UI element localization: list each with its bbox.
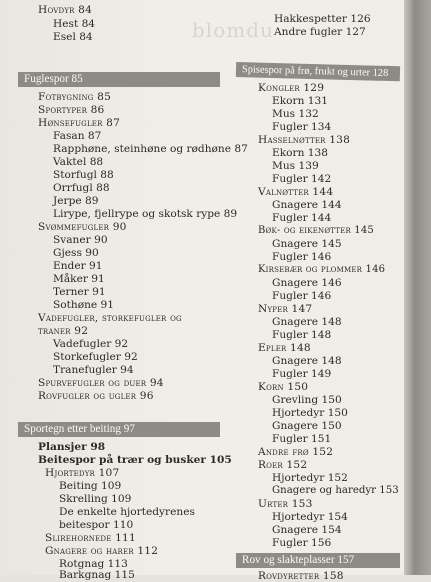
toc-entry: Ekorn 138 [272,147,329,159]
toc-entry: Gnagere 145 [272,238,342,250]
toc-entry: Hjortedyr 154 [272,511,348,523]
toc-entry: Hest 84 [53,18,96,30]
toc-entry: Epler 148 [258,342,311,354]
toc-entry: Gnagere 146 [272,277,342,289]
section-header-fuglespor: Fuglespor 85 [18,72,220,87]
toc-entry: Lirype, fjellrype og skotsk rype 89 [53,208,238,220]
toc-entry: Storfugl 88 [53,169,114,181]
toc-entry: traner 92 [38,325,89,337]
toc-entry: Andre frø 152 [258,446,334,458]
toc-entry: Bøk- og eikenøtter 145 [258,225,374,236]
toc-entry: Nyper 147 [258,303,313,315]
toc-entry: Roer 152 [258,459,308,471]
toc-entry: Andre fugler 127 [274,26,366,38]
toc-entry: Fugler 144 [272,212,332,224]
watermark-text: blomdu [192,18,274,42]
toc-entry: Svømmefugler 90 [38,221,127,233]
toc-entry: Rovdyretter 158 [258,570,344,582]
toc-entry: Hakkespetter 126 [274,13,371,25]
toc-entry: Fotbygning 85 [38,91,112,103]
toc-entry: Beitespor på trær og busker 105 [38,454,232,466]
toc-entry: Fasan 87 [53,130,102,142]
toc-entry: Gnagere 150 [272,420,342,432]
toc-entry: Valnøtter 144 [258,186,334,198]
toc-entry: Mus 132 [272,108,319,120]
toc-entry: Fugler 149 [272,368,332,380]
toc-entry: Hovdyr 84 [38,4,93,16]
toc-entry: Spurvefugler og duer 94 [38,377,164,389]
toc-entry: Sportyper 86 [38,104,105,116]
toc-entry: Urter 153 [258,498,313,510]
toc-entry: Sothøne 91 [53,299,115,311]
toc-entry: Gnagere og harer 112 [45,545,159,557]
toc-entry: Rotgnag 113 [59,558,128,570]
toc-entry: Gnagere 154 [272,524,342,536]
toc-entry: Vaktel 88 [53,156,104,168]
toc-entry: Korn 150 [258,381,309,393]
toc-entry: Gnagere 148 [272,355,342,367]
toc-entry: Fugler 151 [272,433,332,445]
section-header-rov: Rov og slakteplasser 157 [236,553,400,568]
toc-entry: Vadefugler, storkefugler og [38,312,182,324]
toc-entry: Hjortedyr 152 [272,472,348,484]
toc-entry: Hasselnøtter 138 [258,134,351,146]
toc-entry: Gnagere 144 [272,199,342,211]
toc-entry: Vadefugler 92 [53,338,129,350]
toc-entry: Barkgnag 115 [59,569,135,581]
toc-entry: Måker 91 [53,273,105,285]
toc-entry: Gjess 90 [53,247,99,259]
toc-entry: Fugler 134 [272,121,332,133]
toc-entry: Fugler 142 [272,173,332,185]
toc-entry: Hjortedyr 107 [45,467,120,479]
section-header-spisespor: Spisespor på frø, frukt og urter 128 [236,62,400,81]
toc-entry: Tranefugler 94 [53,364,134,376]
toc-entry: Beiting 109 [59,480,122,492]
toc-entry: Esel 84 [53,31,93,43]
toc-entry: Ender 91 [53,260,103,272]
toc-entry: Mus 139 [272,160,319,172]
toc-entry: Rapphøne, steinhøne og rødhøne 87 [53,143,248,155]
toc-entry: Kirsebær og plommer 146 [258,264,386,275]
toc-entry: Gnagere 148 [272,316,342,328]
toc-entry: De enkelte hjortedyrenes [59,506,195,518]
toc-entry: beitespor 110 [59,519,134,531]
toc-entry: Skrelling 109 [59,493,132,505]
toc-entry: Jerpe 89 [53,195,99,207]
toc-entry: Slirehornede 111 [45,532,136,544]
toc-entry: Fugler 148 [272,329,332,341]
toc-entry: Gnagere og haredyr 153 [272,485,399,496]
toc-entry: Plansjer 98 [38,441,106,453]
toc-entry: Fugler 146 [272,251,332,263]
toc-entry: Storkefugler 92 [53,351,138,363]
toc-entry: Ekorn 131 [272,95,329,107]
toc-entry: Svaner 90 [53,234,108,246]
toc-entry: Grevling 150 [272,394,342,406]
toc-entry: Hjortedyr 150 [272,407,348,419]
toc-entry: Hønsefugler 87 [38,117,121,129]
toc-entry: Fugler 146 [272,290,332,302]
toc-entry: Fugler 156 [272,537,332,549]
section-header-sportegn: Sportegn etter beiting 97 [18,422,220,437]
toc-entry: Terner 91 [53,286,106,298]
toc-entry: Orrfugl 88 [53,182,110,194]
toc-entry: Kongler 129 [258,82,325,94]
page-edge-mark [404,0,431,575]
toc-entry: Rovfugler og ugler 96 [38,390,154,402]
